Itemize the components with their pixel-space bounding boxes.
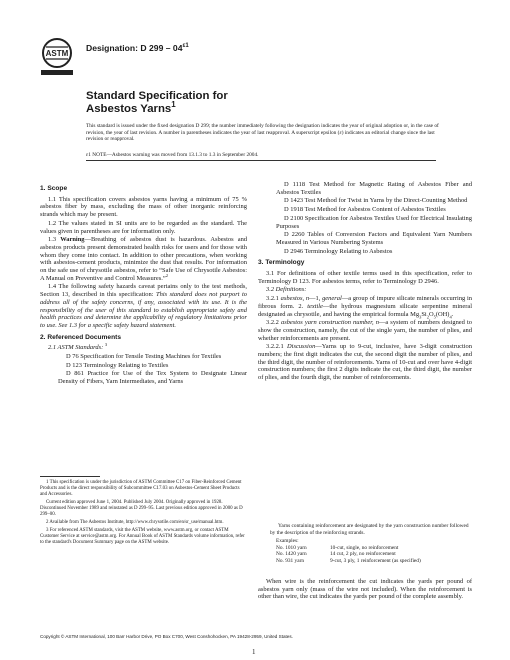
left-column (40, 181, 247, 387)
tail-paragraph: When wire is the reinforcement the cut indicates the yards per pound of asbestos yarn only (mass of the wire not included). When the reinforcement is other than wire, the cut indicates the yards per pound of the complete assembly. (258, 578, 472, 601)
term-p2: 3.2 Definitions: (266, 286, 307, 294)
ref-item: D 123 Terminology Relating to Textiles (66, 361, 169, 369)
scope-p4: 1.4 The following safety hazards caveat pertains only to the test methods, Section 13, described in this specification: This standard does not purport to address all of the safety concerns, if any, associated with its use. It is the responsibility of the user of this standard to establish appropriate safety and health practices and determine the applicability of regulatory limitations prior to use. See 1.3 for a specific safety hazard statement. (40, 283, 247, 329)
intro-paragraph: This standard is issued under the fixed designation D 299; the number immediately following the designation indicates the year of original adoption or, in the case of revision, the year of last revision. A number in parentheses indicates the year of last reapproval. A superscript epsilon (ε) indicates an editorial change since the last revision or reapproval. (86, 123, 439, 143)
ref-item: D 1423 Test Method for Twist in Yarns by the Direct-Counting Method (284, 197, 468, 205)
ref-item: D 1918 Test Method for Asbestos Content of Asbestos Textiles (284, 206, 446, 214)
scope-p1: 1.1 This specification covers asbestos yarns having a minimum of 75 % asbestos fiber by mass, excluding the mass of other inorganic reinforcing strands which may be present. (40, 195, 247, 219)
examples-box (270, 523, 470, 564)
example-row: No. 1420 yarn 14 cut, 2 ply, no reinforcement (276, 551, 396, 557)
term-p5: 3.2.2.1 Discussion—Yarns up to 9-cut, inclusive, have 3-digit construction numbers; the first digit indicates the cut, the second digit the number of plies, and the third digit, the number of reinforcements. Yarns of 10-cut and over have 4-digit construction numbers; the first 2 digits indicate the cut, the third digit, the number of plies, and the fourth digit, the number of reinforcements. (258, 343, 472, 382)
divider (86, 160, 436, 161)
document-title: Standard Specification for Asbestos Yarns$^1$ (86, 90, 228, 115)
scope-p3: 1.3 Warning—Breathing of asbestos dust is hazardous. Asbestos and asbestos products present demonstrated health risks for users and for those with whom they come into contact. In addition to other precautions, when working with asbestos-cement products, minimize the dust that results. For information on the safe use of chrysotile asbestos, refer to “Safe Use of Chrysotile Asbestos: A Manual on Preventive and Control Measures.”$^2$ (40, 236, 248, 282)
term-p1: 3.1 For definitions of other textile terms used in this specification, refer to Terminology D 123. For asbestos terms, refer to Terminology D 2946. (258, 270, 472, 285)
scope-heading: 1. Scope (40, 185, 68, 192)
example-row: No. 931 yarn 9-cut, 3 ply, 1 reinforcement (as specified) (276, 557, 421, 564)
designation: Designation: D $299 - 04^{\varepsilon 1}$ (86, 43, 189, 53)
footnote-divider (40, 476, 100, 477)
footnote: 2 Available from The Asbestos Institute, http://www.chrysotile.com/en/sr_use/manual.htm. (46, 520, 224, 525)
svg-text:ASTM: ASTM (45, 49, 69, 58)
epsilon-note: ε1 NOTE—Asbestos warning was moved from 13.1.3 to 1.3 in September 2004. (86, 152, 259, 158)
ref-item: D 2100 Specification for Asbestos Textiles Used for Electrical Insulating Purposes (276, 214, 472, 230)
examples-label: Examples: (276, 538, 299, 544)
ref-item: D 2946 Terminology Relating to Asbestos (284, 247, 393, 255)
ref-item: D 1118 Test Method for Magnetic Rating of Asbestos Fiber and Asbestos Textiles (276, 181, 472, 196)
footnote: 1 This specification is under the jurisdiction of ASTM Committee C17 on Fiber-Reinforced Cement Products and is the direct responsibility of Subcommittee C17.03 on Asbestos-Cement Sheet Products and Accessories. (40, 480, 242, 497)
scope-p2: 1.2 The values stated in SI units are to be regarded as the standard. The values given in parentheses are for information only. (40, 219, 247, 235)
astm-logo (40, 37, 74, 79)
ref-item: D 861 Practice for Use of the Tex System to Designate Linear Density of Fibers, Yarn Intermediates, and Yarns (58, 370, 247, 386)
footnote: 3 For referenced ASTM standards, visit the ASTM website, www.astm.org, or contact ASTM Customer Service at service@astm.org. For Annual Book of ASTM Standards volume information, refer to the standard's Document Summary page on the ASTM website. (40, 528, 245, 545)
footnotes (40, 480, 247, 548)
term-p3: 3.2.1 asbestos, n—1, general—a group of impure silicate minerals occurring in fibrous form. 2. textile—the hydrous magnesium silicate serpentine mineral designated as chrysotile, and having the empirical formula $Mg_3Si_2O_5(OH)_4$. (258, 295, 473, 319)
term-p4: 3.2.2 asbestos yarn construction number, n—a system of numbers designed to show the construction, namely, the cut of the single yarn, the number of plies, and whether reinforcements are present. (258, 319, 472, 342)
footnote: Current edition approved June 1, 2004. Published July 2004. Originally approved in 1928. Discontinued November 1989 and reinstated as D 299–95. Last previous edition approved in 2000 as D 299–00. (40, 500, 243, 517)
page-number: 1 (252, 648, 256, 656)
references-sub: 2.1 ASTM Standards: $^3$ (48, 342, 108, 352)
examples-lead: Yarns containing reinforcement are designated by the yarn construction number followed by the description of the reinforcing strands. (270, 523, 469, 536)
ref-item: D 2260 Tables of Conversion Factors and Equivalent Yarn Numbers Measured in Various Numbering Systems (276, 231, 472, 246)
terminology-heading: 3. Terminology (258, 259, 305, 267)
right-column (258, 181, 472, 383)
example-row: No. 1010 yarn 10-cut, single, no reinforcement (276, 544, 399, 551)
copyright: Copyright © ASTM International, 100 Barr Harbor Drive, PO Box C700, West Conshohocken, PA 19428-2959, United States. (40, 634, 293, 639)
references-heading: 2. Referenced Documents (40, 333, 121, 341)
ref-item: D 76 Specification for Tensile Testing Machines for Textiles (66, 353, 222, 361)
